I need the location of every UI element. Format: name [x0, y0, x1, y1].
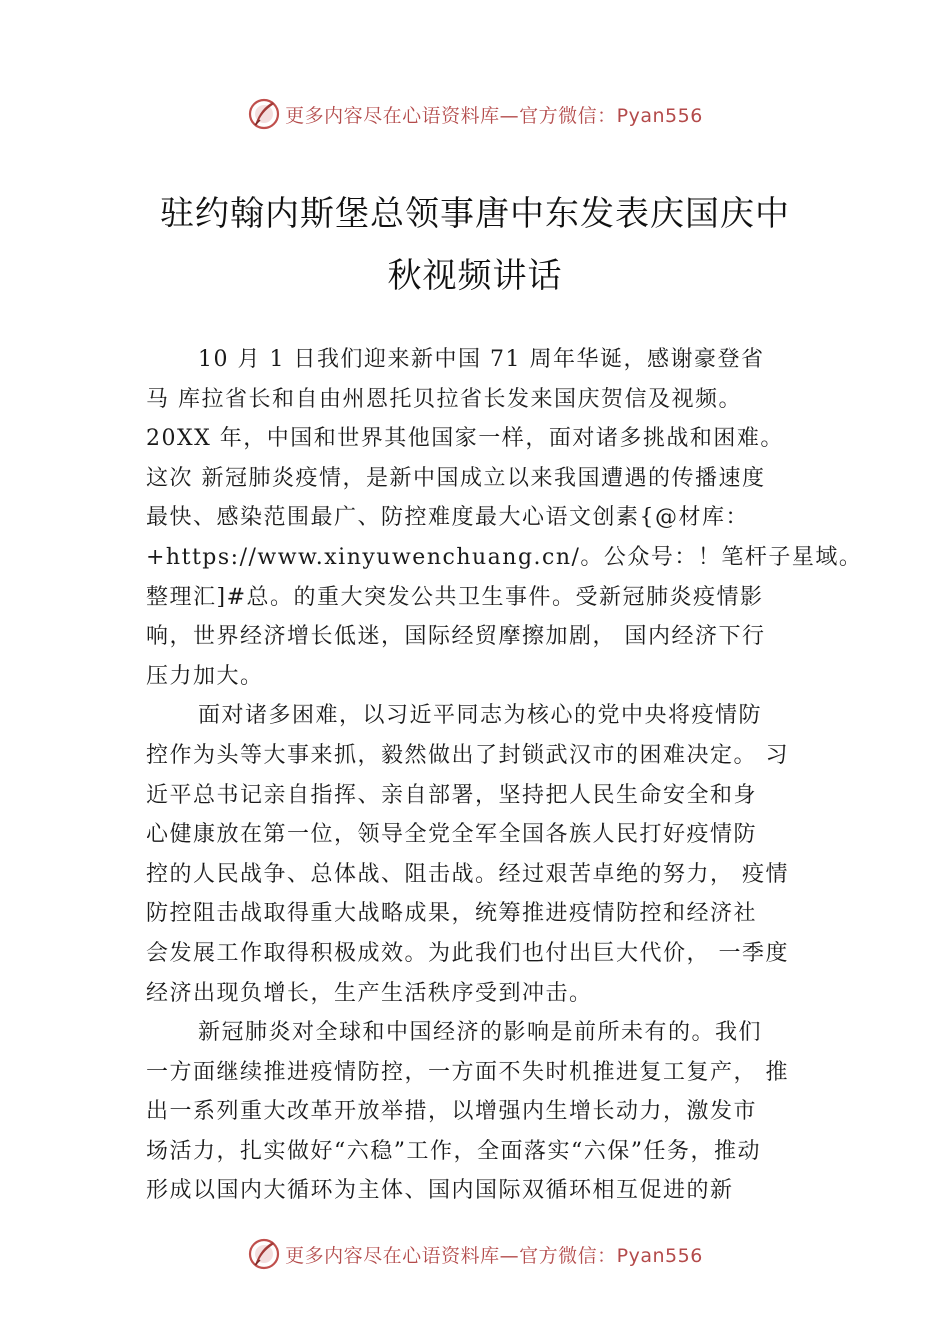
text-line: 新冠肺炎对全球和中国经济的影响是前所未有的。我们	[198, 1020, 763, 1046]
banner-text: 更多内容尽在心语资料库—官方微信：Pyan556	[285, 104, 703, 127]
text-line: 20XX 年，中国和世界其他国家一样，面对诸多挑战和困难。	[146, 426, 784, 452]
text-line: 一方面继续推进疫情防控，一方面不失时机推进复工复产， 推	[146, 1059, 789, 1085]
page-title-line-1: 驻约翰内斯堡总领事唐中东发表庆国庆中	[160, 194, 790, 234]
text-line: 心健康放在第一位，领导全党全军全国各族人民打好疫情防	[146, 822, 758, 848]
banner-text: 更多内容尽在心语资料库—官方微信：Pyan556	[285, 1244, 703, 1267]
page-title-line-2: 秋视频讲话	[387, 256, 563, 296]
text-line: 控的人民战争、总体战、阻击战。经过艰苦卓绝的努力， 疫情	[146, 861, 789, 887]
text-line: 压力加大。	[146, 663, 264, 689]
text-line: 经济出现负增长，生产生活秩序受到冲击。	[146, 980, 593, 1006]
document-body	[146, 340, 863, 1211]
text-line: 出一系列重大改革开放举措，以增强内生增长动力，激发市	[146, 1099, 758, 1125]
text-line: 控作为头等大事来抓，毅然做出了封锁武汉市的困难决定。 习	[146, 742, 789, 768]
text-line: 会发展工作取得积极成效。为此我们也付出巨大代价， 一季度	[146, 940, 789, 966]
text-line: 面对诸多困难，以习近平同志为核心的党中央将疫情防	[198, 703, 763, 729]
text-line: 马 库拉省长和自由州恩托贝拉省长发来国庆贺信及视频。	[146, 386, 742, 412]
text-line: 场活力，扎实做好“六稳”工作，全面落实“六保”任务，推动	[146, 1138, 761, 1164]
header-banner	[0, 92, 950, 136]
footer-banner	[0, 1232, 950, 1276]
text-line: 最快、感染范围最广、防控难度最大心语文创素{@材库：	[146, 505, 749, 531]
text-line: 近平总书记亲自指挥、亲自部署，坚持把人民生命安全和身	[146, 782, 758, 808]
text-line: 整理汇]#总。的重大突发公共卫生事件。受新冠肺炎疫情影	[146, 584, 764, 610]
text-line: 防控阻击战取得重大战略成果，统筹推进疫情防控和经济社	[146, 901, 758, 927]
text-line: 响，世界经济增长低迷，国际经贸摩擦加剧， 国内经济下行	[146, 624, 766, 650]
text-line: 10 月 1 日我们迎来新中国 71 周年华诞，感谢豪登省	[198, 347, 765, 372]
text-line: +https://www.xinyuwenchuang.cn/。公众号：！笔杆子星域。	[146, 544, 863, 570]
feather-quill-logo-icon	[247, 1237, 281, 1271]
text-line: 这次 新冠肺炎疫情，是新中国成立以来我国遭遇的传播速度	[146, 465, 766, 491]
text-line: 形成以国内大循环为主体、国内国际双循环相互促进的新	[146, 1178, 734, 1204]
feather-quill-logo-icon	[247, 97, 281, 131]
